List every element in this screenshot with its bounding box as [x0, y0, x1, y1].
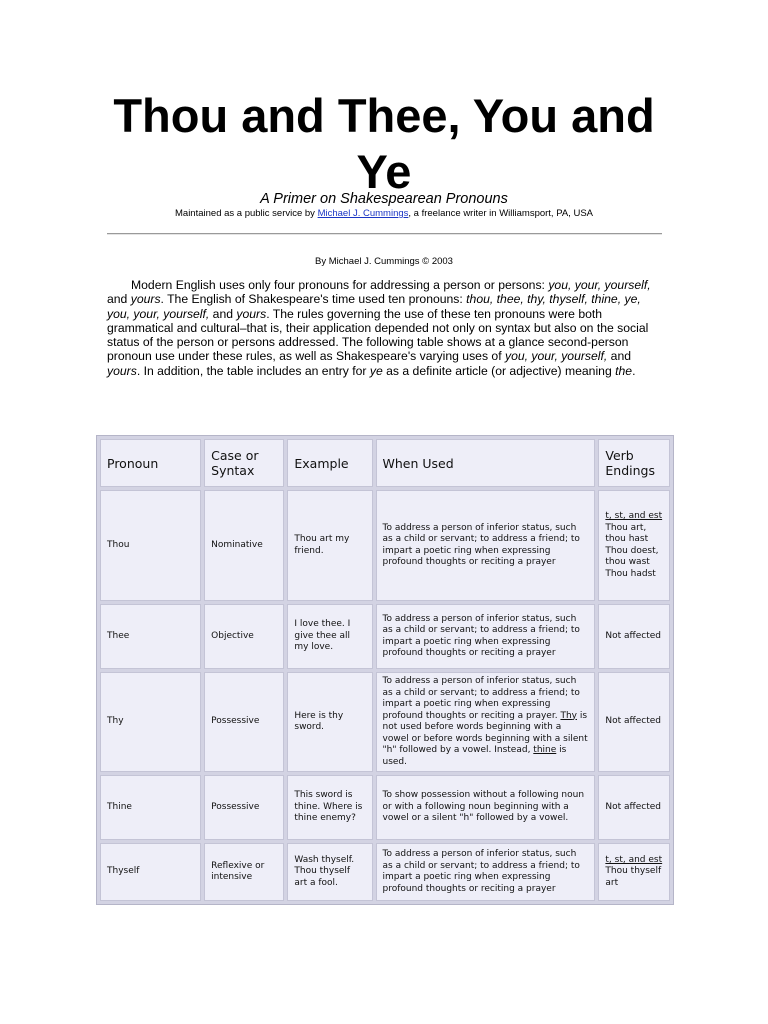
intro-italic: yours — [236, 306, 267, 321]
table-row — [100, 490, 670, 601]
cell-verb-endings — [598, 490, 670, 601]
when-text: is not used before words beginning with a vowel or before words beginning with a silent "h" followed by a vowel. Instead, — [382, 710, 588, 755]
intro-italic: yours — [130, 292, 161, 307]
intro-italic: you, your, yourself, — [504, 349, 608, 364]
intro-italic: you, your, yourself, — [548, 278, 651, 292]
cell-pronoun: Thyself — [100, 843, 201, 901]
maintained-prefix: Maintained as a public service by — [175, 208, 318, 219]
intro-text: and — [209, 306, 237, 321]
intro-italic: the — [615, 363, 633, 378]
cell-when-used: To address a person of inferior status, such as a child or servant; to address a friend; to impart a poetic ring when expressing profound thoughts or reciting a prayer — [376, 843, 596, 901]
cell-when-used: To show possession without a following noun or with a following noun beginning with a vowel or a silent "h" followed by a vowel. — [376, 775, 596, 840]
when-text: is used. — [382, 745, 567, 767]
ending-examples: Thou thyself art — [605, 866, 662, 888]
table-header-row — [100, 439, 670, 487]
page-title: Thou and Thee, You and Ye — [113, 89, 655, 198]
intro-text: . The rules governing the use of these ten pronouns were both grammatical and cultural–that is, their application depended not only on syntax but also on the social status of the person or persons addressed. The following table shows at a glance second-person pronoun use under these rules, as well as Shakespeare's varying uses of — [107, 306, 649, 364]
ending-underlined: t, st, and est — [605, 854, 663, 865]
cell-pronoun: Thee — [100, 604, 201, 669]
header-case: Case or Syntax — [204, 439, 284, 487]
cell-pronoun: Thy — [100, 672, 201, 772]
cell-case: Possessive — [204, 672, 284, 772]
intro-text: and — [607, 349, 632, 364]
table-row — [100, 775, 670, 840]
cell-example: Thou art my friend. — [287, 490, 372, 601]
cell-verb-endings: Not affected — [598, 604, 670, 669]
table-row — [100, 604, 670, 669]
cell-example: This sword is thine. Where is thine enemy? — [287, 775, 372, 840]
header-pronoun: Pronoun — [100, 439, 201, 487]
when-underlined: Thy — [560, 710, 577, 721]
cell-case: Nominative — [204, 490, 284, 601]
intro-italic: ye — [369, 363, 383, 378]
cell-pronoun: Thine — [100, 775, 201, 840]
maintained-line — [0, 208, 768, 219]
when-text: To address a person of inferior status, such as a child or servant; to address a friend; to impart a poetic ring when expressing profound thoughts or reciting a prayer. — [382, 676, 580, 721]
intro-text: . In addition, the table includes an entry for — [136, 363, 370, 378]
cell-example: Here is thy sword. — [287, 672, 372, 772]
when-underlined: thine — [533, 745, 557, 755]
page-subtitle: A Primer on Shakespearean Pronouns — [260, 191, 508, 207]
ending-examples: Thou art, thou hast Thou doest, thou wast Thou hadst — [605, 522, 659, 579]
header-example: Example — [287, 439, 372, 487]
header-verb-endings: Verb Endings — [598, 439, 670, 487]
cell-when-used: To address a person of inferior status, such as a child or servant; to address a friend; to impart a poetic ring when expressing profound thoughts or reciting a prayer — [376, 604, 596, 669]
cell-case: Possessive — [204, 775, 284, 840]
table-row — [100, 672, 670, 772]
author-link[interactable]: Michael J. Cummings — [317, 208, 409, 219]
cell-verb-endings: Not affected — [598, 775, 670, 840]
cell-pronoun: Thou — [100, 490, 201, 601]
intro-text: as a definite article (or adjective) meaning — [382, 363, 616, 378]
intro-text: . — [632, 363, 636, 378]
intro-text: . The English of Shakespeare's time used ten pronouns: — [160, 292, 467, 307]
cell-verb-endings — [598, 843, 670, 901]
cell-example: Wash thyself. Thou thyself art a fool. — [287, 843, 372, 901]
pronoun-table — [96, 435, 674, 905]
ending-underlined: t, st, and est — [605, 511, 663, 521]
header-when-used: When Used — [376, 439, 596, 487]
intro-italic: thou, thee, thy, thyself, thine, ye, you, your, yourself, — [107, 292, 641, 321]
intro-italic: yours — [107, 363, 137, 378]
intro-text: Modern English uses only four pronouns for addressing a person or persons: — [131, 278, 549, 292]
table-row — [100, 843, 670, 901]
cell-when-used: To address a person of inferior status, such as a child or servant; to address a friend; to impart a poetic ring when expressing profound thoughts or reciting a prayer — [376, 490, 596, 601]
cell-verb-endings: Not affected — [598, 672, 670, 772]
cell-example: I love thee. I give thee all my love. — [287, 604, 372, 669]
intro-text: and — [107, 292, 131, 307]
cell-case: Objective — [204, 604, 284, 669]
maintained-suffix: , a freelance writer in Williamsport, PA, USA — [408, 208, 593, 219]
intro-paragraph — [107, 278, 663, 378]
cell-case: Reflexive or intensive — [204, 843, 284, 901]
divider — [107, 233, 662, 235]
byline: By Michael J. Cummings © 2003 — [315, 256, 453, 267]
cell-when-used — [376, 672, 596, 772]
